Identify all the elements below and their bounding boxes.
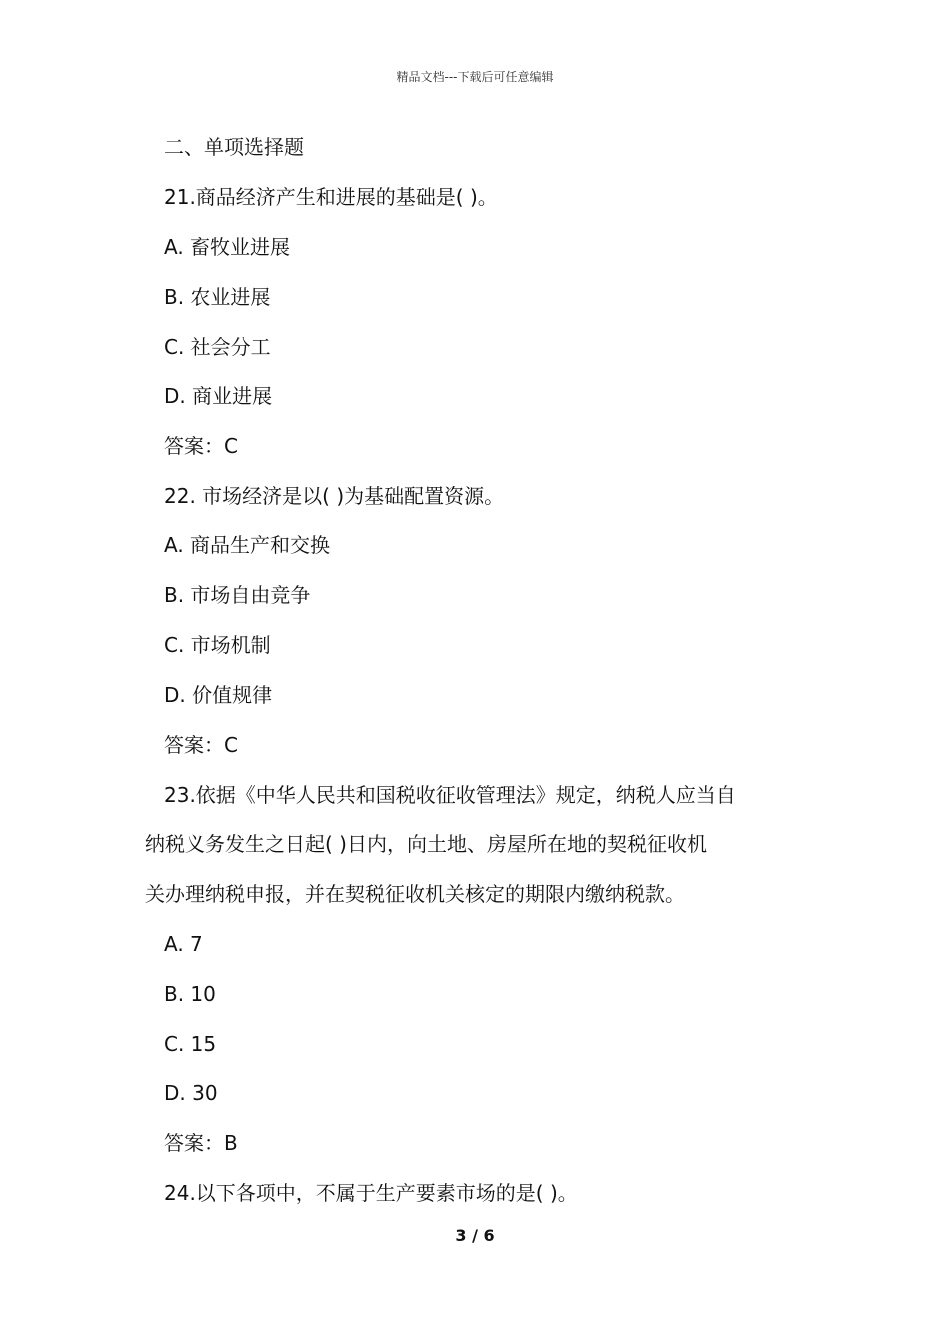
question-23-stem-line-2: 纳税义务发生之日起( )日内，向土地、房屋所在地的契税征收机 (145, 832, 707, 856)
question-22-answer: 答案：C (164, 733, 238, 757)
page-number: 3 / 6 (455, 1226, 495, 1245)
question-23-stem-line-3: 关办理纳税申报，并在契税征收机关核定的期限内缴纳税款。 (145, 882, 685, 906)
question-21-answer: 答案：C (164, 434, 238, 458)
page-header: 精品文档---下载后可任意编辑 (396, 70, 554, 84)
question-23-option-a: A. 7 (164, 932, 203, 956)
question-23-option-b: B. 10 (164, 982, 216, 1006)
question-22-option-d: D. 价值规律 (164, 683, 273, 707)
question-22-option-b: B. 市场自由竞争 (164, 583, 311, 607)
question-23-option-d: D. 30 (164, 1081, 218, 1105)
question-22-option-c: C. 市场机制 (164, 633, 271, 657)
question-24-stem: 24.以下各项中，不属于生产要素市场的是( )。 (164, 1181, 578, 1205)
question-22-stem: 22. 市场经济是以( )为基础配置资源。 (164, 484, 505, 508)
question-21-option-d: D. 商业进展 (164, 384, 273, 408)
section-title: 二、单项选择题 (164, 135, 304, 159)
question-21-option-b: B. 农业进展 (164, 285, 271, 309)
question-23-answer: 答案：B (164, 1131, 238, 1155)
question-21-option-a: A. 畜牧业进展 (164, 235, 291, 259)
question-22-option-a: A. 商品生产和交换 (164, 533, 331, 557)
question-21-option-c: C. 社会分工 (164, 335, 271, 359)
question-23-option-c: C. 15 (164, 1032, 217, 1056)
question-23-stem-line-1: 23.依据《中华人民共和国税收征收管理法》规定，纳税人应当自 (164, 783, 736, 807)
question-21-stem: 21.商品经济产生和进展的基础是( )。 (164, 185, 498, 209)
